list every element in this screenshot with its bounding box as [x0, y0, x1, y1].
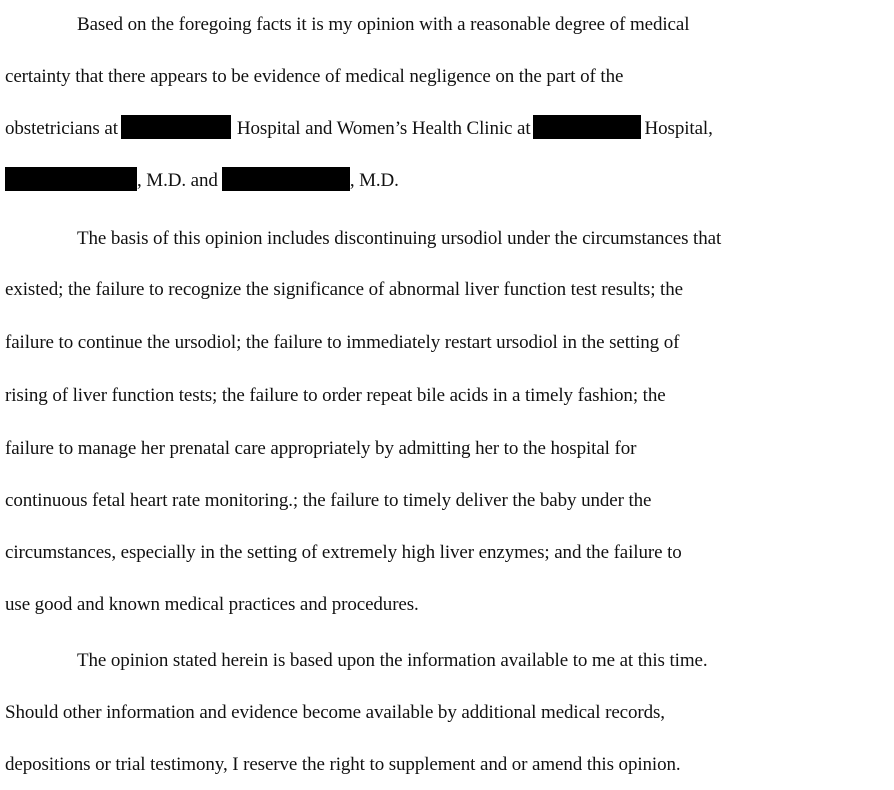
- paragraph-2-line-8: use good and known medical practices and procedures.: [5, 594, 419, 615]
- paragraph-3-line-1: The opinion stated herein is based upon the information available to me at this time.: [77, 650, 708, 671]
- paragraph-2-line-6: continuous fetal heart rate monitoring.; the failure to timely deliver the baby under the: [5, 490, 652, 511]
- paragraph-1-line-3: [5, 115, 713, 141]
- redaction-block: [222, 167, 350, 191]
- paragraph-2-line-7: circumstances, especially in the setting of extremely high liver enzymes; and the failure to: [5, 542, 682, 563]
- paragraph-1-line-4: [5, 167, 399, 193]
- paragraph-2-line-2: existed; the failure to recognize the significance of abnormal liver function test results; the: [5, 279, 683, 300]
- paragraph-2-line-1: The basis of this opinion includes discontinuing ursodiol under the circumstances that: [77, 228, 722, 249]
- paragraph-1-line-1: Based on the foregoing facts it is my opinion with a reasonable degree of medical: [77, 14, 690, 35]
- text-hospital: Hospital,: [644, 118, 713, 139]
- text-hospital-and-clinic: Hospital and Women’s Health Clinic at: [236, 118, 531, 139]
- paragraph-3-line-2: Should other information and evidence become available by additional medical records,: [5, 702, 665, 723]
- paragraph-3-line-3: depositions or trial testimony, I reserve the right to supplement and or amend this opinion.: [5, 754, 681, 775]
- paragraph-2-line-4: rising of liver function tests; the failure to order repeat bile acids in a timely fashion; the: [5, 385, 666, 406]
- redaction-block: [533, 115, 641, 139]
- text-md-and: , M.D. and: [137, 170, 218, 191]
- paragraph-2-line-5: failure to manage her prenatal care appropriately by admitting her to the hospital for: [5, 438, 637, 459]
- paragraph-1-line-2: certainty that there appears to be evidence of medical negligence on the part of the: [5, 66, 624, 87]
- redaction-block: [5, 167, 137, 191]
- paragraph-2-line-3: failure to continue the ursodiol; the failure to immediately restart ursodiol in the setting of: [5, 332, 680, 353]
- redaction-block: [121, 115, 231, 139]
- text-obstetricians-at: obstetricians at: [5, 118, 118, 139]
- text-md: , M.D.: [349, 170, 399, 191]
